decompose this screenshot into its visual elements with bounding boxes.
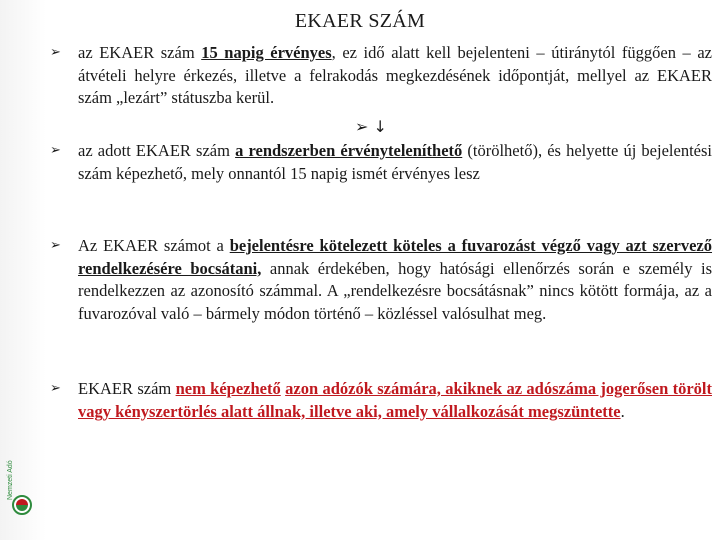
bullet-provision bbox=[50, 235, 712, 325]
down-arrow-icon: ➢ ↓ bbox=[355, 117, 387, 136]
text: , ez idő alatt kell bejelenteni – útiránytól függően – az átvételi helyre érkezés, illetve a felrakodás megkezdésének időpontját, mellyel az EKAER szám „lezárt” státuszba kerül. bbox=[78, 43, 712, 107]
svg-text:Nemzeti Adó: Nemzeti Adó bbox=[7, 460, 14, 500]
underlined-text: bejelentésre kötelezett köteles a fuvarozást végző vagy azt szervező rendelkezésére bocsátani, bbox=[78, 236, 713, 278]
bullet-arrow-icon: ➢ bbox=[50, 238, 61, 253]
bullet-arrow-icon: ➢ bbox=[50, 381, 61, 396]
bullet-arrow-icon: ➢ bbox=[50, 45, 61, 60]
bullet-validity bbox=[50, 42, 712, 110]
red-underlined-text: azon adózók számára, akiknek az adószáma jogerősen törölt vagy kényszertörlés alatt állnak, illetve aki, amely vállalkozását megszüntette bbox=[78, 379, 712, 421]
underlined-text: a rendszerben érvényteleníthető bbox=[235, 141, 463, 160]
bullet-invalidation bbox=[50, 140, 712, 185]
text: Az EKAER számot a bbox=[78, 236, 230, 255]
bullet-restriction bbox=[50, 378, 712, 423]
page-title: EKAER SZÁM bbox=[294, 10, 426, 32]
underlined-text: 15 napig érvényes bbox=[201, 43, 332, 62]
text: az EKAER szám bbox=[78, 43, 202, 62]
text: annak érdekében, hogy hatósági ellenőrzés során e személy is rendelkezzen az azonosító számmal. A „rendelkezésre bocsátásnak” nincs kötött formája, az a fuvarozóval való – bármely módon történő – közléssel valósulhat meg. bbox=[78, 258, 712, 323]
text: (törölhető), és helyette új bejelentési szám képezhető, mely onnantól 15 napig ismét érvényes lesz bbox=[78, 141, 712, 183]
text: EKAER szám bbox=[78, 379, 176, 398]
bullet-arrow-icon: ➢ bbox=[50, 143, 61, 158]
text: az adott EKAER szám bbox=[78, 141, 236, 160]
nav-logo bbox=[2, 420, 42, 520]
text: . bbox=[620, 401, 625, 421]
red-underlined-text: nem képezhető bbox=[175, 379, 281, 398]
